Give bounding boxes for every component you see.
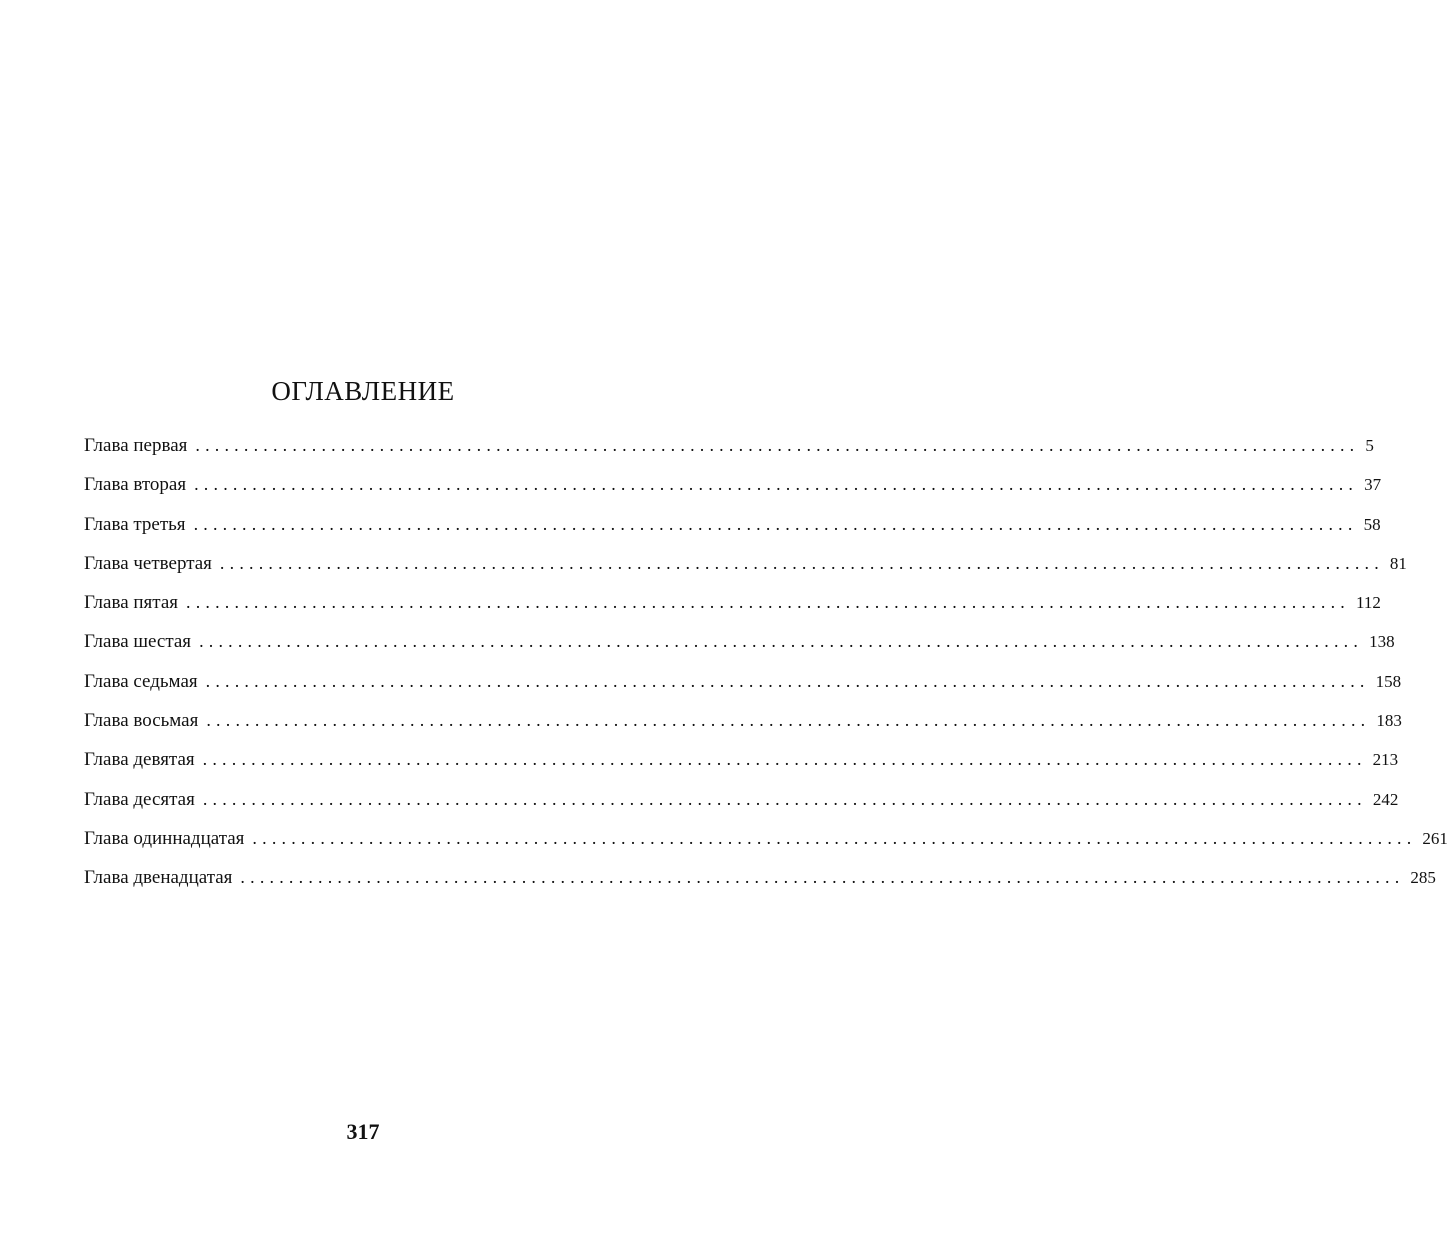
toc-entry-page: 5: [1365, 436, 1374, 455]
toc-entry-title: Глава восьмая: [84, 710, 199, 732]
toc-entry: [84, 628, 1395, 667]
toc-entry-page: 285: [1410, 868, 1436, 888]
toc-dot-leader: ........................................................................................................................: [202, 788, 1367, 809]
toc-entry-title: Глава пятая: [84, 592, 178, 614]
toc-dot-leader: ........................................................................................................................: [195, 435, 1360, 455]
toc-entry-page: 261: [1422, 828, 1448, 848]
toc-list: [84, 432, 1448, 904]
toc-entry: [84, 864, 1436, 903]
toc-entry: [84, 746, 1399, 785]
toc-entry: [84, 825, 1448, 864]
toc-entry: [84, 432, 1374, 471]
toc-entry: [84, 511, 1381, 550]
toc-entry: [84, 550, 1407, 589]
toc-dot-leader: ........................................................................................................................: [219, 552, 1384, 573]
toc-entry-title: Глава одиннадцатая: [84, 827, 245, 849]
toc-entry-title: Глава десятая: [84, 788, 195, 810]
toc-dot-leader: ........................................................................................................................: [193, 513, 1358, 534]
toc-dot-leader: ........................................................................................................................: [206, 710, 1371, 731]
toc-entry-title: Глава шестая: [84, 631, 192, 653]
toc-entry: [84, 786, 1399, 825]
toc-entry-page: 138: [1369, 632, 1395, 652]
toc-entry-title: Глава седьмая: [84, 670, 198, 692]
toc-entry: [84, 707, 1402, 746]
toc-entry-page: 112: [1356, 593, 1381, 613]
toc-entry-title: Глава четвертая: [84, 552, 212, 574]
toc-entry: [84, 471, 1382, 510]
toc-entry-page: 213: [1372, 750, 1399, 770]
toc-entry-page: 58: [1363, 514, 1381, 534]
toc-entry-title: Глава девятая: [84, 749, 195, 771]
toc-entry-title: Глава первая: [84, 435, 188, 456]
toc-dot-leader: ........................................................................................................................: [240, 867, 1405, 888]
page-number: 317: [346, 1119, 380, 1144]
toc-dot-leader: ........................................................................................................................: [194, 474, 1359, 495]
toc-entry-title: Глава вторая: [84, 474, 187, 496]
toc-entry-page: 183: [1376, 711, 1402, 731]
toc-entry-title: Глава двенадцатая: [84, 867, 233, 889]
toc-dot-leader: ........................................................................................................................: [205, 670, 1370, 691]
toc-dot-leader: ........................................................................................................................: [199, 631, 1364, 652]
toc-entry: [84, 589, 1381, 628]
toc-dot-leader: ........................................................................................................................: [202, 749, 1367, 770]
toc-dot-leader: ........................................................................................................................: [252, 827, 1417, 848]
toc-entry-title: Глава третья: [84, 513, 186, 535]
toc-entry-page: 81: [1389, 553, 1407, 573]
toc-entry-page: 158: [1375, 671, 1402, 691]
toc-dot-leader: ........................................................................................................................: [186, 592, 1350, 613]
toc-entry-page: 37: [1364, 475, 1382, 495]
toc-heading: ОГЛАВЛЕНИЕ: [271, 376, 455, 406]
toc-entry: [84, 668, 1402, 707]
toc-entry-page: 242: [1372, 789, 1399, 809]
